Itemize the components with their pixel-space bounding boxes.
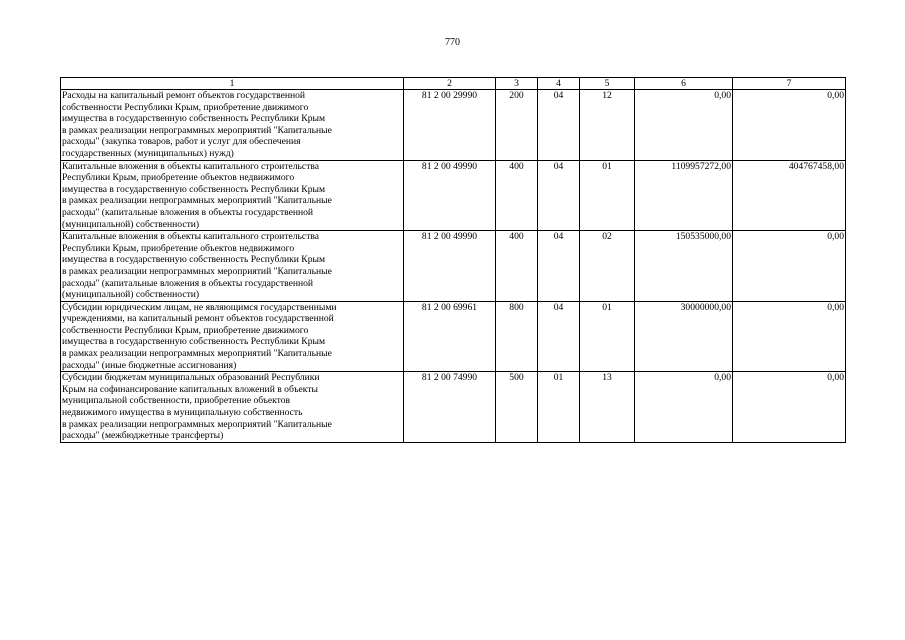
row-amount-1: 0,00 (635, 372, 733, 443)
table-row (61, 231, 846, 302)
row-description: Расходы на капитальный ремонт объектов государственной собственности Республики Крым, приобретение движимого имущества в государственную собственность Республики Крым в рамках реализации непрограммных мероприятий "Капитальные расходы" (закупка товаров, работ и услуг для обеспечения государственных (муниципальных) нужд) (61, 90, 404, 161)
header-col-1: 1 (61, 78, 404, 90)
row-section: 04 (538, 301, 580, 372)
row-amount-2: 404767458,00 (733, 160, 846, 231)
header-col-6: 6 (635, 78, 733, 90)
page-number: 770 (445, 37, 460, 48)
row-amount-1: 30000000,00 (635, 301, 733, 372)
header-col-7: 7 (733, 78, 846, 90)
row-amount-2: 0,00 (733, 372, 846, 443)
row-amount-1: 0,00 (635, 90, 733, 161)
row-target-code: 81 2 00 49990 (404, 160, 496, 231)
row-description: Субсидии юридическим лицам, не являющимся государственными учреждениями, на капитальный ремонт объектов государственной собственности Республики Крым, приобретение движимого имущества в государственную собственность Республики Крым в рамках реализации непрограммных мероприятий "Капитальные расходы" (иные бюджетные ассигнования) (61, 301, 404, 372)
row-expense-type: 500 (496, 372, 538, 443)
row-subsection: 01 (580, 160, 635, 231)
table-row (61, 372, 846, 443)
row-amount-2: 0,00 (733, 301, 846, 372)
header-col-5: 5 (580, 78, 635, 90)
row-expense-type: 400 (496, 231, 538, 302)
budget-table (60, 77, 846, 443)
row-target-code: 81 2 00 29990 (404, 90, 496, 161)
row-target-code: 81 2 00 74990 (404, 372, 496, 443)
row-section: 04 (538, 160, 580, 231)
table-row (61, 301, 846, 372)
header-col-4: 4 (538, 78, 580, 90)
row-subsection: 02 (580, 231, 635, 302)
row-subsection: 13 (580, 372, 635, 443)
header-col-2: 2 (404, 78, 496, 90)
row-amount-1: 150535000,00 (635, 231, 733, 302)
row-expense-type: 400 (496, 160, 538, 231)
header-col-3: 3 (496, 78, 538, 90)
row-section: 01 (538, 372, 580, 443)
row-target-code: 81 2 00 69961 (404, 301, 496, 372)
row-description: Субсидии бюджетам муниципальных образований Республики Крым на софинансирование капитальных вложений в объекты муниципальной собственности, приобретение объектов недвижимого имущества в муниципальную собственность в рамках реализации непрограммных мероприятий "Капитальные расходы" (межбюджетные трансферты) (61, 372, 404, 443)
row-expense-type: 200 (496, 90, 538, 161)
table-row (61, 160, 846, 231)
table-row (61, 90, 846, 161)
row-section: 04 (538, 231, 580, 302)
row-description: Капитальные вложения в объекты капитального строительства Республики Крым, приобретение объектов недвижимого имущества в государственную собственность Республики Крым в рамках реализации непрограммных мероприятий "Капитальные расходы" (капитальные вложения в объекты государственной (муниципальной) собственности) (61, 160, 404, 231)
row-amount-1: 1109957272,00 (635, 160, 733, 231)
row-amount-2: 0,00 (733, 231, 846, 302)
row-subsection: 12 (580, 90, 635, 161)
row-section: 04 (538, 90, 580, 161)
row-expense-type: 800 (496, 301, 538, 372)
row-target-code: 81 2 00 49990 (404, 231, 496, 302)
row-subsection: 01 (580, 301, 635, 372)
row-description: Капитальные вложения в объекты капитального строительства Республики Крым, приобретение объектов недвижимого имущества в государственную собственность Республики Крым в рамках реализации непрограммных мероприятий "Капитальные расходы" (капитальные вложения в объекты государственной (муниципальной) собственности) (61, 231, 404, 302)
row-amount-2: 0,00 (733, 90, 846, 161)
header-row (61, 78, 846, 90)
